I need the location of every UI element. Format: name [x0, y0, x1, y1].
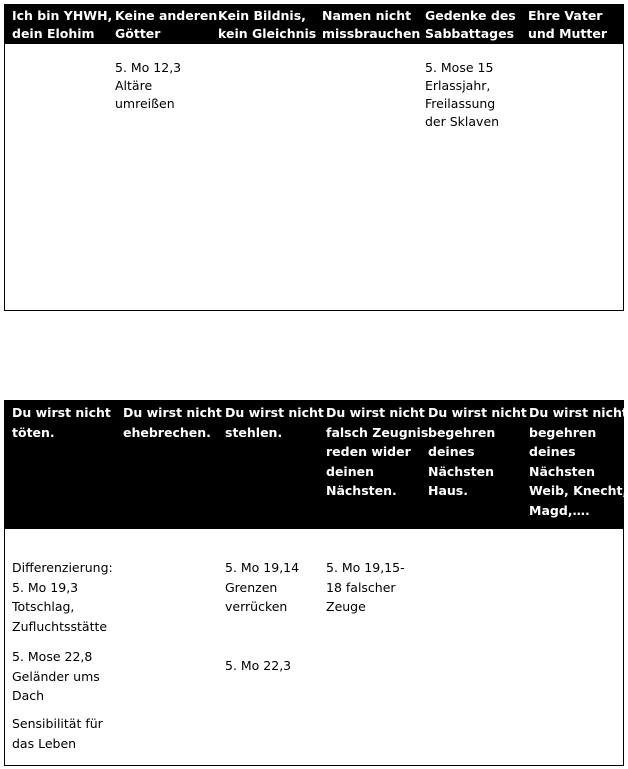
cell-text: verrücken [225, 599, 288, 614]
cell-text: Grenzen [225, 579, 278, 595]
header-cell-ehebrechen [123, 403, 222, 442]
header-cell-ehre-eltern [528, 7, 607, 43]
header-text: Kein Bildnis, [218, 8, 306, 23]
header-text: Namen nicht [322, 8, 412, 23]
header-text: kein Gleichnis [218, 26, 317, 41]
cell-text: das Leben [12, 735, 77, 751]
header-cell-kein-bildnis [218, 7, 316, 43]
cell-5-mo-22-3 [225, 656, 291, 676]
header-text: Haus. [428, 483, 468, 498]
header-cell-falsch-zeugnis [326, 403, 428, 501]
cell-text: Zufluchtsstätte [12, 618, 108, 634]
cell-gelaender-ums-dach [12, 647, 100, 706]
header-cell-toeten [12, 403, 111, 442]
cell-text: 5. Mo 12,3 [115, 60, 182, 75]
header-text: ehebrechen. [123, 424, 211, 440]
header-cell-begehren-weib [529, 403, 628, 520]
header-text: Gedenke des [425, 8, 516, 23]
header-text: und Mutter [528, 26, 608, 41]
commandments-table-1 [4, 4, 624, 311]
header-cell-yhwh [12, 7, 112, 43]
header-text: Du wirst nicht [12, 405, 111, 420]
header-text: falsch Zeugnis [326, 424, 429, 440]
cell-text: 5. Mose 22,8 [12, 649, 93, 664]
header-cell-begehren-haus [428, 403, 527, 501]
cell-text: Sensibilität für [12, 716, 103, 731]
cell-text: der Sklaven [425, 114, 500, 129]
table-2-header-row [5, 401, 628, 529]
cell-text: umreißen [115, 96, 175, 111]
header-cell-keine-anderen-goetter [115, 7, 217, 43]
cell-erlassjahr [425, 59, 499, 131]
cell-text: Differenzierung: [12, 560, 113, 575]
header-text: stehlen. [225, 424, 283, 440]
header-text: Du wirst nicht [123, 405, 222, 420]
commandments-table-2 [4, 400, 628, 766]
header-text: deines [428, 444, 475, 459]
header-text: missbrauchen [322, 26, 421, 41]
header-text: Sabbattages [425, 26, 515, 41]
cell-falscher-zeuge [326, 558, 405, 617]
cell-text: Altäre [115, 78, 153, 93]
header-text: Weib, Knecht, [529, 483, 628, 498]
cell-altaere-umreissen [115, 59, 181, 113]
header-text: töten. [12, 424, 55, 440]
header-text: begehren [529, 424, 597, 440]
header-text: Du wirst nicht [225, 405, 324, 420]
cell-sensibilitaet [12, 714, 103, 753]
table-1-header-row [5, 5, 623, 44]
cell-grenzen-verruecken [225, 558, 299, 617]
header-text: Du wirst nicht [529, 405, 628, 420]
cell-text: 18 falscher [326, 579, 396, 595]
cell-text: 5. Mo 19,15- [326, 560, 405, 575]
cell-text: 5. Mose 15 [425, 60, 494, 75]
header-text: Nächsten. [326, 483, 397, 498]
cell-text: Erlassjahr, [425, 78, 491, 93]
header-text: Ich bin YHWH, [12, 8, 113, 23]
header-text: Keine anderen [115, 8, 218, 23]
header-text: Götter [115, 26, 161, 41]
header-text: reden wider [326, 444, 411, 459]
cell-text: Geländer ums [12, 668, 100, 684]
header-text: Du wirst nicht [428, 405, 527, 420]
cell-text: 5. Mo 19,14 [225, 560, 300, 575]
cell-text: Freilassung [425, 96, 496, 111]
header-text: Nächsten [428, 463, 494, 479]
cell-differenzierung [12, 558, 113, 636]
cell-text: Zeuge [326, 599, 366, 614]
cell-text: Totschlag, [12, 599, 75, 614]
header-text: dein Elohim [12, 26, 95, 41]
header-text: Du wirst nicht [326, 405, 425, 420]
header-cell-namen-nicht-missbrauchen [322, 7, 420, 43]
header-text: begehren [428, 424, 496, 440]
cell-text: Dach [12, 688, 45, 703]
header-text: Magd,…. [529, 502, 590, 518]
header-cell-sabbat [425, 7, 516, 43]
cell-text: 5. Mo 22,3 [225, 658, 292, 673]
header-text: deinen [326, 463, 374, 479]
header-text: Ehre Vater [528, 8, 603, 23]
header-cell-stehlen [225, 403, 324, 442]
cell-text: 5. Mo 19,3 [12, 579, 79, 595]
header-text: deines [529, 444, 576, 459]
header-text: Nächsten [529, 463, 595, 479]
